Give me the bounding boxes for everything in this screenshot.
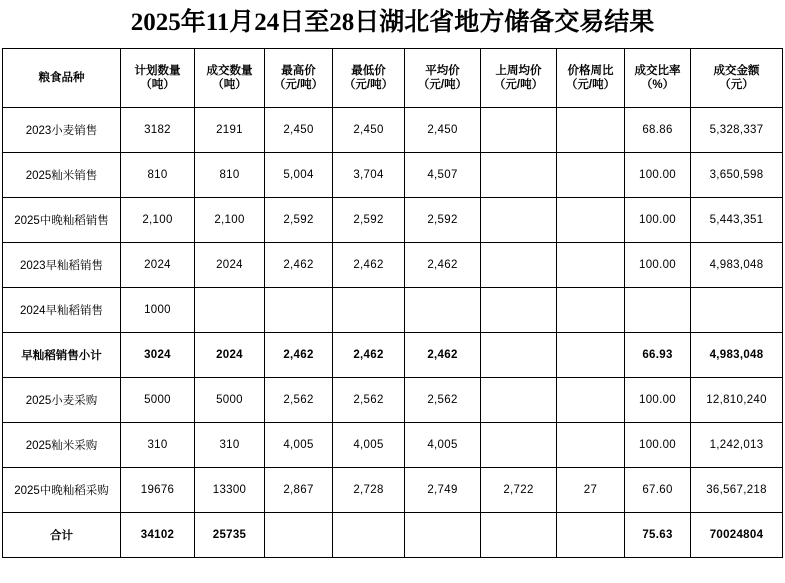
table-header — [3, 49, 783, 108]
cell-traded-qty: 2024 — [195, 333, 265, 378]
column-header-last-week-average-unit: （元/吨） — [493, 79, 544, 91]
cell-lowest-price — [333, 288, 405, 333]
cell-trade-ratio: 75.63 — [625, 513, 691, 558]
column-header-last-week-average — [481, 49, 557, 108]
table-row — [3, 468, 783, 513]
table-row — [3, 243, 783, 288]
column-header-average-price-unit: （元/吨） — [417, 79, 468, 91]
cell-highest-price — [265, 288, 333, 333]
cell-trade-amount: 4,983,048 — [691, 243, 783, 288]
column-header-grain-type — [3, 49, 121, 108]
cell-traded-qty: 2191 — [195, 108, 265, 153]
cell-average-price: 2,592 — [405, 198, 481, 243]
cell-highest-price: 2,462 — [265, 333, 333, 378]
column-header-trade-ratio-unit: （%） — [640, 79, 675, 91]
cell-grain-type: 2025中晚籼稻采购 — [3, 468, 121, 513]
column-header-lowest-price-unit: （元/吨） — [343, 79, 394, 91]
cell-last-week-average: 2,722 — [481, 468, 557, 513]
cell-highest-price: 4,005 — [265, 423, 333, 468]
cell-trade-amount: 5,443,351 — [691, 198, 783, 243]
table-row — [3, 288, 783, 333]
cell-last-week-average — [481, 198, 557, 243]
cell-last-week-average — [481, 243, 557, 288]
document-page — [0, 8, 785, 583]
column-header-week-over-week — [557, 49, 625, 108]
cell-last-week-average — [481, 333, 557, 378]
cell-week-over-week — [557, 243, 625, 288]
cell-trade-ratio: 100.00 — [625, 378, 691, 423]
cell-planned-qty: 34102 — [121, 513, 195, 558]
cell-traded-qty: 310 — [195, 423, 265, 468]
cell-last-week-average — [481, 378, 557, 423]
column-header-highest-price-unit: （元/吨） — [273, 79, 324, 91]
cell-average-price — [405, 288, 481, 333]
cell-average-price: 4,507 — [405, 153, 481, 198]
column-header-trade-amount-unit: （元） — [719, 79, 754, 91]
cell-average-price — [405, 513, 481, 558]
cell-planned-qty: 2024 — [121, 243, 195, 288]
cell-lowest-price: 2,592 — [333, 198, 405, 243]
table-row — [3, 378, 783, 423]
cell-lowest-price: 2,728 — [333, 468, 405, 513]
cell-traded-qty: 5000 — [195, 378, 265, 423]
table-row-total — [3, 513, 783, 558]
cell-week-over-week — [557, 198, 625, 243]
cell-traded-qty: 25735 — [195, 513, 265, 558]
cell-lowest-price: 2,450 — [333, 108, 405, 153]
column-header-traded-qty-label: 成交数量 — [206, 64, 253, 77]
cell-grain-type: 早籼稻销售小计 — [3, 333, 121, 378]
cell-grain-type: 2025中晚籼稻销售 — [3, 198, 121, 243]
cell-average-price: 2,462 — [405, 333, 481, 378]
column-header-last-week-average-label: 上周均价 — [495, 64, 542, 77]
column-header-grain-type-label: 粮食品种 — [38, 71, 85, 84]
cell-trade-amount: 1,242,013 — [691, 423, 783, 468]
column-header-traded-qty-unit: （吨） — [212, 79, 247, 91]
cell-grain-type: 2024早籼稻销售 — [3, 288, 121, 333]
cell-planned-qty: 2,100 — [121, 198, 195, 243]
cell-trade-ratio: 100.00 — [625, 153, 691, 198]
column-header-week-over-week-label: 价格周比 — [567, 64, 614, 77]
column-header-trade-amount — [691, 49, 783, 108]
column-header-average-price — [405, 49, 481, 108]
cell-trade-ratio — [625, 288, 691, 333]
table-row — [3, 153, 783, 198]
column-header-week-over-week-unit: （元/吨） — [565, 79, 616, 91]
cell-average-price: 2,562 — [405, 378, 481, 423]
cell-planned-qty: 19676 — [121, 468, 195, 513]
table-body — [3, 108, 783, 558]
cell-grain-type: 合计 — [3, 513, 121, 558]
cell-grain-type: 2023早籼稻销售 — [3, 243, 121, 288]
column-header-planned-qty — [121, 49, 195, 108]
cell-trade-ratio: 100.00 — [625, 243, 691, 288]
cell-average-price: 4,005 — [405, 423, 481, 468]
cell-trade-ratio: 66.93 — [625, 333, 691, 378]
cell-lowest-price: 4,005 — [333, 423, 405, 468]
cell-highest-price: 2,562 — [265, 378, 333, 423]
cell-lowest-price: 2,462 — [333, 243, 405, 288]
cell-last-week-average — [481, 423, 557, 468]
cell-grain-type: 2025小麦采购 — [3, 378, 121, 423]
cell-planned-qty: 1000 — [121, 288, 195, 333]
column-header-planned-qty-label: 计划数量 — [134, 64, 181, 77]
cell-week-over-week — [557, 108, 625, 153]
trading-results-table — [2, 48, 783, 558]
column-header-trade-ratio — [625, 49, 691, 108]
cell-grain-type: 2025籼米销售 — [3, 153, 121, 198]
table-row-subtotal — [3, 333, 783, 378]
cell-planned-qty: 3182 — [121, 108, 195, 153]
cell-lowest-price: 2,562 — [333, 378, 405, 423]
cell-trade-ratio: 100.00 — [625, 423, 691, 468]
cell-highest-price: 2,462 — [265, 243, 333, 288]
cell-trade-amount: 12,810,240 — [691, 378, 783, 423]
column-header-lowest-price-label: 最低价 — [351, 64, 386, 77]
column-header-traded-qty — [195, 49, 265, 108]
cell-planned-qty: 3024 — [121, 333, 195, 378]
cell-last-week-average — [481, 288, 557, 333]
column-header-trade-ratio-label: 成交比率 — [634, 64, 681, 77]
cell-traded-qty: 2,100 — [195, 198, 265, 243]
cell-week-over-week — [557, 513, 625, 558]
cell-trade-amount: 5,328,337 — [691, 108, 783, 153]
cell-last-week-average — [481, 153, 557, 198]
column-header-planned-qty-unit: （吨） — [140, 79, 175, 91]
cell-highest-price: 2,867 — [265, 468, 333, 513]
cell-highest-price — [265, 513, 333, 558]
cell-average-price: 2,450 — [405, 108, 481, 153]
cell-week-over-week: 27 — [557, 468, 625, 513]
cell-trade-amount: 4,983,048 — [691, 333, 783, 378]
cell-planned-qty: 5000 — [121, 378, 195, 423]
cell-lowest-price — [333, 513, 405, 558]
column-header-lowest-price — [333, 49, 405, 108]
column-header-highest-price — [265, 49, 333, 108]
column-header-average-price-label: 平均价 — [425, 64, 460, 77]
cell-highest-price: 2,450 — [265, 108, 333, 153]
column-header-trade-amount-label: 成交金额 — [713, 64, 760, 77]
table-row — [3, 423, 783, 468]
cell-trade-amount: 3,650,598 — [691, 153, 783, 198]
cell-trade-amount: 70024804 — [691, 513, 783, 558]
cell-traded-qty: 2024 — [195, 243, 265, 288]
cell-trade-amount — [691, 288, 783, 333]
cell-lowest-price: 2,462 — [333, 333, 405, 378]
cell-trade-ratio: 67.60 — [625, 468, 691, 513]
cell-grain-type: 2025籼米采购 — [3, 423, 121, 468]
cell-last-week-average — [481, 108, 557, 153]
cell-highest-price: 2,592 — [265, 198, 333, 243]
cell-last-week-average — [481, 513, 557, 558]
cell-trade-amount: 36,567,218 — [691, 468, 783, 513]
page-title: 2025年11月24日至28日湖北省地方储备交易结果 — [130, 9, 655, 36]
cell-grain-type: 2023小麦销售 — [3, 108, 121, 153]
cell-average-price: 2,462 — [405, 243, 481, 288]
cell-week-over-week — [557, 378, 625, 423]
cell-week-over-week — [557, 423, 625, 468]
cell-highest-price: 5,004 — [265, 153, 333, 198]
cell-traded-qty — [195, 288, 265, 333]
cell-week-over-week — [557, 333, 625, 378]
cell-planned-qty: 810 — [121, 153, 195, 198]
column-header-highest-price-label: 最高价 — [281, 64, 316, 77]
cell-week-over-week — [557, 288, 625, 333]
cell-traded-qty: 810 — [195, 153, 265, 198]
table-header-row — [3, 49, 783, 108]
cell-lowest-price: 3,704 — [333, 153, 405, 198]
cell-planned-qty: 310 — [121, 423, 195, 468]
cell-traded-qty: 13300 — [195, 468, 265, 513]
table-row — [3, 198, 783, 243]
cell-average-price: 2,749 — [405, 468, 481, 513]
cell-week-over-week — [557, 153, 625, 198]
cell-trade-ratio: 100.00 — [625, 198, 691, 243]
cell-trade-ratio: 68.86 — [625, 108, 691, 153]
table-row — [3, 108, 783, 153]
